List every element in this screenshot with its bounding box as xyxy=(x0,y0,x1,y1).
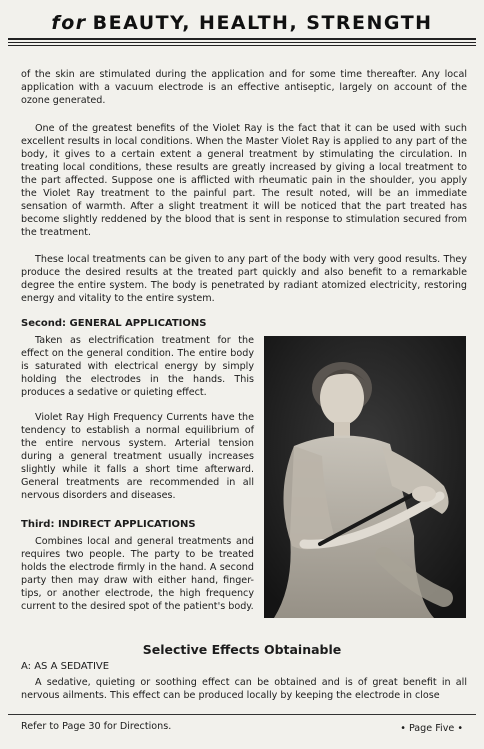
header-rule xyxy=(8,38,476,40)
paragraph-electrification: Taken as electrification treatment for the effect on the general condition. The entire body is saturated with electrical energy by simply holding the electrodes in the hands. This produces a sedative or quieting effect. xyxy=(21,335,254,398)
paragraph-indirect: Combines local and general treatments and requires two people. The party to be treated holds the electrode firmly in the hand. A second party then may draw with either hand, finger-tips, or another electrode, the high frequency current to the desired spot of the patient's body. xyxy=(21,536,254,612)
header-rule xyxy=(8,45,476,46)
header-rule xyxy=(8,42,476,43)
subheading-sedative: A: AS A SEDATIVE xyxy=(21,661,110,672)
header-title xyxy=(0,12,484,34)
paragraph-sedative: A sedative, quieting or soothing effect can be obtained and is of great benefit in all nervous ailments. This effect can be produced locally by keeping the electrode in close xyxy=(21,677,467,701)
header-for: for xyxy=(51,12,87,34)
paragraph-local-treatments: These local treatments can be given to any part of the body with very good results. They produce the desired results at the treated part quickly and also benefit to a remarkable degree the entire system. The body is penetrated by radiant atomized electricity, restoring energy and vitality to the entire system. xyxy=(21,254,467,304)
footer-directions: Refer to Page 30 for Directions. xyxy=(21,721,172,732)
section-title-selective-effects: Selective Effects Obtainable xyxy=(142,642,342,657)
photo-illustration xyxy=(264,336,466,618)
paragraph-high-frequency: Violet Ray High Frequency Currents have the tendency to establish a normal equilibrium of the entire nervous system. Arterial tension during a general treatment usually increases slightly while it falls a short time afterward. General treatments are recommended in all nervous disorders and diseases. xyxy=(21,412,254,501)
photo-woman-with-electrode xyxy=(264,336,466,618)
heading-indirect-applications: Third: INDIRECT APPLICATIONS xyxy=(21,519,196,530)
header-main: BEAUTY, HEALTH, STRENGTH xyxy=(92,12,433,34)
page-number: • Page Five • xyxy=(400,723,463,734)
page-header xyxy=(0,0,484,38)
heading-general-applications: Second: GENERAL APPLICATIONS xyxy=(21,318,207,329)
paragraph-violet-ray-benefits: One of the greatest benefits of the Violet Ray is the fact that it can be used with such excellent results in local conditions. When the Master Violet Ray is applied to any part of the body, it gives to a certain extent a general treatment by stimulating the circulation. In treating local conditions, these results are greatly increased by giving a local treatment to the part affected. Suppose one is afflicted with rheumatic pain in the shoulder, you apply the Violet Ray treatment to the painful part. The result noted, will be an immediate sensation of warmth. After a slight treatment it will be noticed that the part treated has become slightly reddened by the blood that is sent in response to stimulation secured from the treatment. xyxy=(21,123,467,238)
footer-rule xyxy=(8,714,476,715)
paragraph-continuation: of the skin are stimulated during the application and for some time thereafter. Any local application with a vacuum electrode is an effective antiseptic, largely on account of the ozone generated. xyxy=(21,69,467,106)
